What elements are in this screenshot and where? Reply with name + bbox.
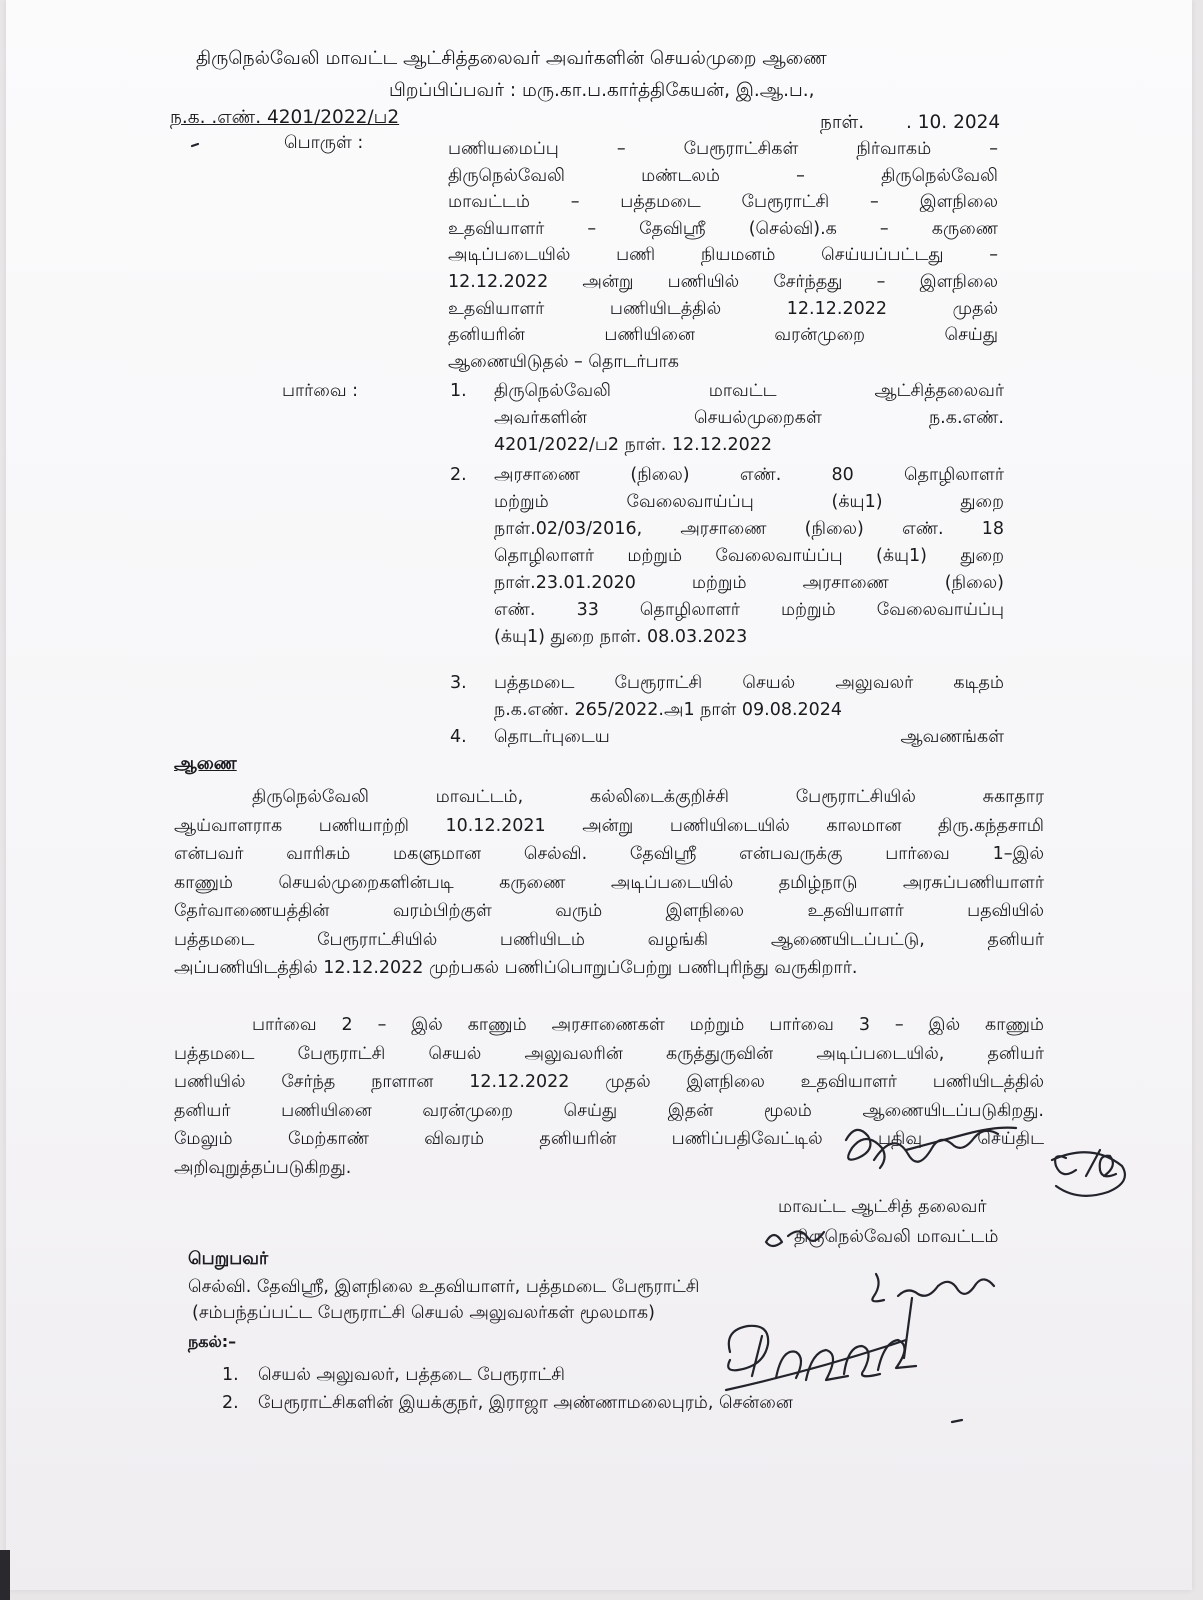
- reference-item-number: 4.: [450, 727, 467, 747]
- text-line: எண். 33 தொழிலாளர் மற்றும் வேலைவாய்ப்பு: [494, 600, 1004, 620]
- copy-item-1-number: 1.: [222, 1365, 239, 1385]
- date-value: . 10. 2024: [906, 112, 1001, 133]
- text-line: உதவியாளர் பணியிடத்தில் 12.12.2022 முதல்: [448, 298, 998, 319]
- recipient-line-1: செல்வி. தேவிஸ்ரீ, இளநிலை உதவியாளர், பத்தமடை பேரூராட்சி: [188, 1277, 700, 1297]
- text-line: பத்தமடை பேரூராட்சி செயல் அலுவலர் கடிதம்: [494, 673, 1004, 693]
- text-line: தனியரின் பணியினை வரன்முறை செய்து: [448, 325, 998, 346]
- text-line: நாள்.23.01.2020 மற்றும் அரசாணை (நிலை): [494, 573, 1004, 593]
- text-line: ஆய்வாளராக பணியாற்றி 10.12.2021 அன்று பணியிடையில் காலமான திரு.கந்தசாமி: [174, 815, 1044, 836]
- page-edge-shadow: [0, 1550, 10, 1600]
- reference-item-number: 1.: [450, 381, 467, 401]
- text-line: நாள்.02/03/2016, அரசாணை (நிலை) எண். 18: [494, 519, 1004, 539]
- copy-item-1-text: செயல் அலுவலர், பத்தடை பேரூராட்சி: [258, 1365, 565, 1385]
- text-line: மேலும் மேற்காண் விவரம் தனியரின் பணிப்பதிவேட்டில் பதிவு செய்திட: [174, 1129, 1044, 1149]
- signatory-designation: மாவட்ட ஆட்சித் தலைவர்: [778, 1197, 987, 1217]
- recipient-label: பெறுபவர்: [188, 1249, 269, 1269]
- date-label: நாள்.: [820, 112, 865, 133]
- text-line: (க்யு1) துறை நாள். 08.03.2023: [494, 627, 748, 647]
- reference-number: ந.க. .எண். 4201/2022/ப2: [170, 107, 400, 128]
- reference-item-number: 3.: [450, 673, 467, 693]
- text-line: மற்றும் வேலைவாய்ப்பு (க்யு1) துறை: [494, 492, 1004, 512]
- subject-label: பொருள் :: [284, 133, 364, 153]
- text-line: அரசாணை (நிலை) எண். 80 தொழிலாளர்: [494, 465, 1004, 485]
- reference-item-number: 2.: [450, 465, 467, 485]
- text-line: தொடர்புடைய ஆவணங்கள்: [494, 727, 1004, 747]
- text-line: பணியமைப்பு – பேரூராட்சிகள் நிர்வாகம் –: [448, 139, 998, 159]
- text-line: தனியர் பணியினை வரன்முறை செய்து இதன் மூலம் ஆணையிடப்படுகிறது.: [174, 1100, 1044, 1121]
- subject-block: [448, 138, 998, 381]
- text-line: 12.12.2022 அன்று பணியில் சேர்ந்தது – இளநிலை: [448, 272, 998, 292]
- issuer-line: பிறப்பிப்பவர் : மரு.கா.ப.கார்த்திகேயன், இ.ஆ.ப.,: [389, 80, 815, 101]
- copy-item-2-number: 2.: [222, 1393, 239, 1413]
- document-page: [6, 0, 1192, 1590]
- text-line: பணியில் சேர்ந்த நாளான 12.12.2022 முதல் இளநிலை உதவியாளர் பணியிடத்தில்: [174, 1072, 1044, 1092]
- recipient-line-2: (சம்பந்தப்பட்ட பேரூராட்சி செயல் அலுவலர்கள் மூலமாக): [192, 1303, 655, 1323]
- text-line: திருநெல்வேலி மண்டலம் – திருநெல்வேலி: [448, 165, 998, 186]
- text-line: தொழிலாளர் மற்றும் வேலைவாய்ப்பு (க்யு1) துறை: [494, 546, 1004, 566]
- text-line: பத்தமடை பேரூராட்சியில் பணியிடம் வழங்கி ஆணையிடப்பட்டு, தனியர்: [174, 929, 1044, 950]
- text-line: காணும் செயல்முறைகளின்படி கருணை அடிப்படையில் தமிழ்நாடு அரசுப்பணியாளர்: [174, 872, 1044, 893]
- text-line: மாவட்டம் – பத்தமடை பேரூராட்சி – இளநிலை: [448, 192, 998, 213]
- text-line: திருநெல்வேலி மாவட்டம், கல்லிடைக்குறிச்சி பேரூராட்சியில் சுகாதார: [252, 787, 1044, 807]
- copy-label: நகல்:–: [188, 1332, 237, 1351]
- text-line: திருநெல்வேலி மாவட்ட ஆட்சித்தலைவர்: [494, 381, 1004, 401]
- text-line: ந.க.எண். 265/2022.அ1 நாள் 09.08.2024: [494, 700, 843, 720]
- text-line: பார்வை 2 – இல் காணும் அரசாணைகள் மற்றும் பார்வை 3 – இல் காணும்: [252, 1015, 1044, 1035]
- text-line: உதவியாளர் – தேவிஸ்ரீ (செல்வி).க – கருணை: [448, 218, 998, 239]
- text-line: என்பவர் வாரிசும் மகளுமான செல்வி. தேவிஸ்ரீ என்பவருக்கு பார்வை 1–இல்: [174, 844, 1044, 864]
- text-line: அறிவுறுத்தப்படுகிறது.: [174, 1157, 352, 1178]
- text-line: அவர்களின் செயல்முறைகள் ந.க.எண்.: [494, 408, 1004, 428]
- references-label: பார்வை :: [282, 381, 359, 401]
- document-title: திருநெல்வேலி மாவட்ட ஆட்சித்தலைவர் அவர்களின் செயல்முறை ஆணை: [196, 48, 827, 69]
- text-line: அப்பணியிடத்தில் 12.12.2022 முற்பகல் பணிப்பொறுப்பேற்று பணிபுரிந்து வருகிறார்.: [174, 958, 858, 978]
- copy-item-2-text: பேரூராட்சிகளின் இயக்குநர், இராஜா அண்ணாமலைபுரம், சென்னை: [258, 1393, 793, 1413]
- order-heading: ஆணை: [174, 753, 237, 774]
- text-line: பத்தமடை பேரூராட்சி செயல் அலுவலரின் கருத்துருவின் அடிப்படையில், தனியர்: [174, 1043, 1044, 1064]
- text-line: 4201/2022/ப2 நாள். 12.12.2022: [494, 435, 773, 455]
- text-line: தேர்வாணையத்தின் வரம்பிற்குள் வரும் இளநிலை உதவியாளர் பதவியில்: [174, 901, 1044, 921]
- text-line: ஆணையிடுதல் – தொடர்பாக: [448, 351, 679, 372]
- signatory-district: திருநெல்வேலி மாவட்டம்: [794, 1227, 999, 1247]
- text-line: அடிப்படையில் பணி நியமனம் செய்யப்பட்டது –: [448, 245, 998, 266]
